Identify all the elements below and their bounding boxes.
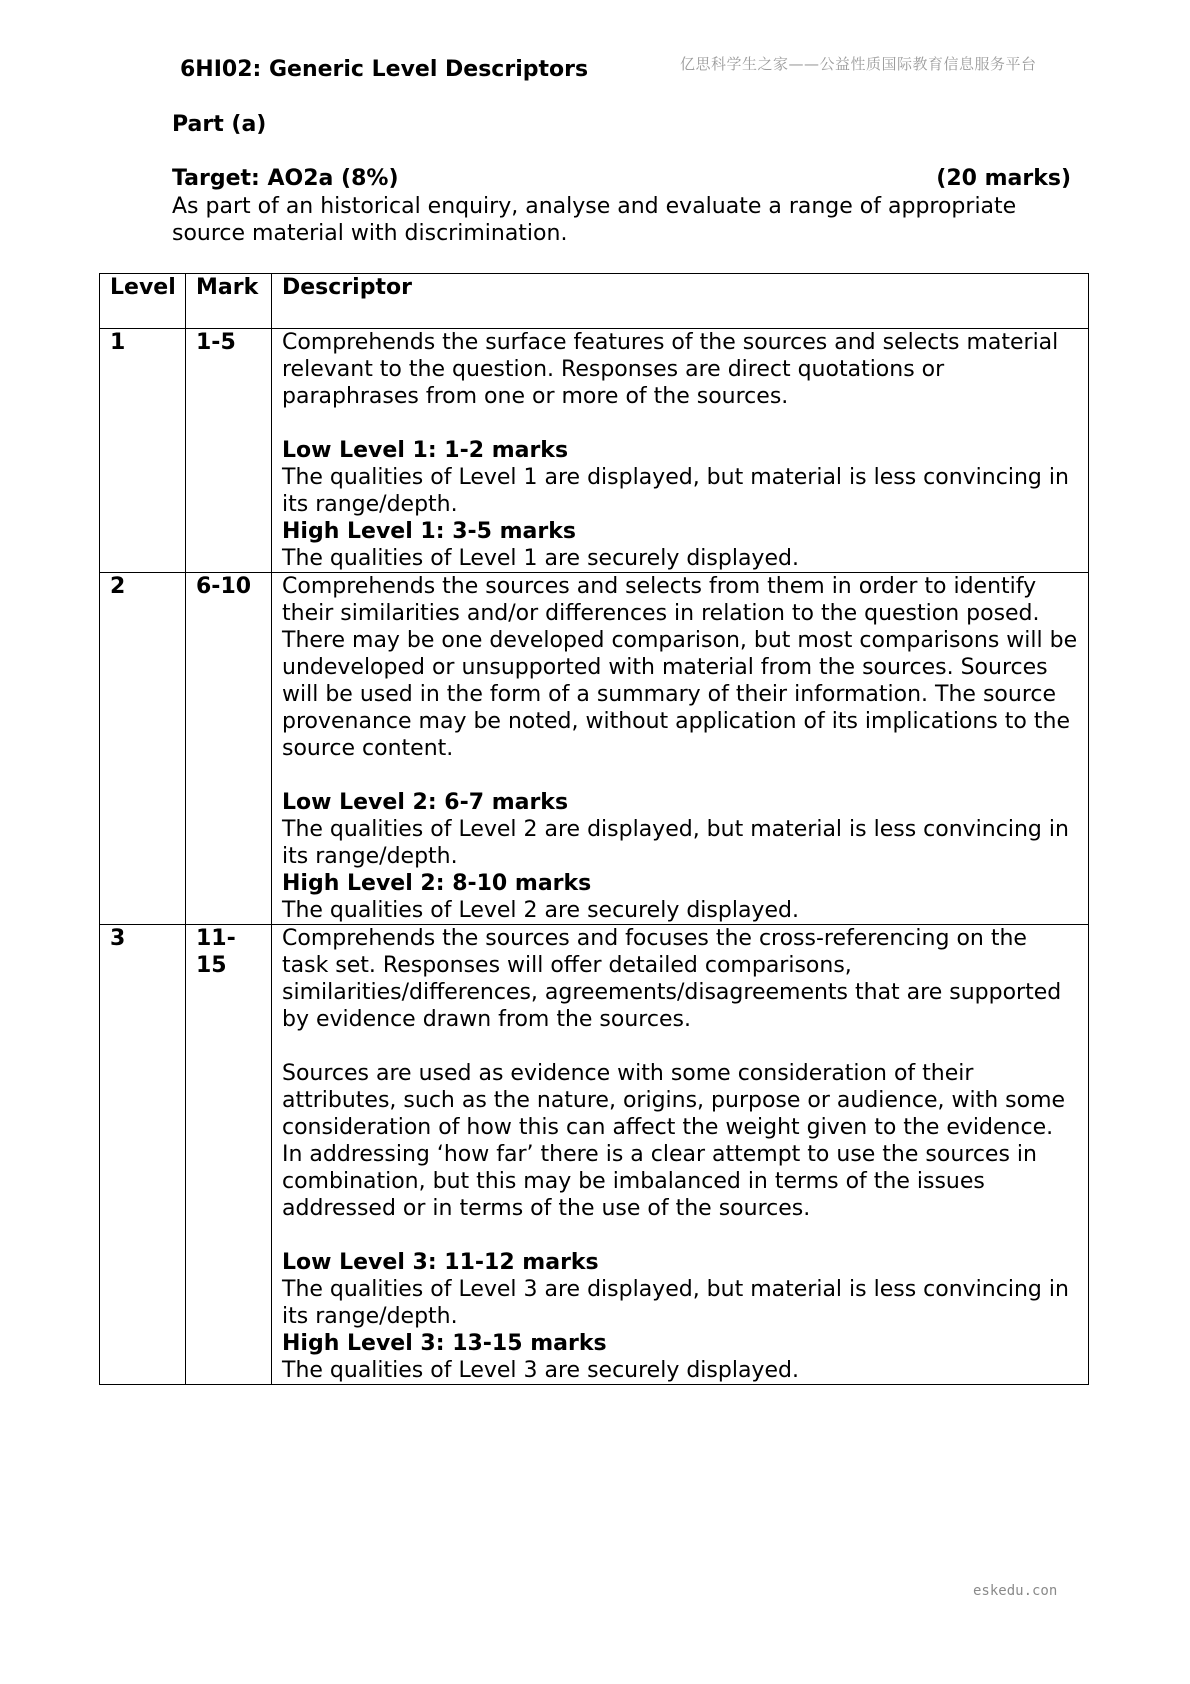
low-band-heading: Low Level 1: 1-2 marks <box>282 438 569 463</box>
level-cell: 2 <box>100 573 186 925</box>
high-band-heading: High Level 2: 8-10 marks <box>282 871 592 896</box>
descriptor-paragraph: Comprehends the sources and focuses the cross-referencing on the task set. Responses will offer detailed comparisons, similarities/differences, agreements/disagreements that are supported by evidence drawn from the sources. <box>282 926 1062 1032</box>
level-cell: 1 <box>100 329 186 573</box>
mark-cell: 1-5 <box>186 329 272 573</box>
high-band-text: The qualities of Level 3 are securely displayed. <box>282 1358 799 1383</box>
target-label: Target: AO2a (8%) <box>172 166 399 191</box>
header-mark: Mark <box>186 274 272 329</box>
header-descriptor: Descriptor <box>272 274 1089 329</box>
table-header-row <box>100 274 1089 329</box>
watermark-bottom: eskedu.con <box>973 1583 1058 1599</box>
high-band-text: The qualities of Level 2 are securely displayed. <box>282 898 799 923</box>
part-heading: Part (a) <box>172 112 267 137</box>
mark-cell: 6-10 <box>186 573 272 925</box>
low-band-heading: Low Level 3: 11-12 marks <box>282 1250 599 1275</box>
table-row <box>100 925 1089 1385</box>
descriptor-cell <box>272 925 1089 1385</box>
low-band-text: The qualities of Level 1 are displayed, but material is less convincing in its range/depth. <box>282 465 1069 517</box>
level-descriptor-table <box>99 273 1089 1385</box>
high-band-heading: High Level 1: 3-5 marks <box>282 519 576 544</box>
header-level: Level <box>100 274 186 329</box>
low-band-text: The qualities of Level 2 are displayed, but material is less convincing in its range/depth. <box>282 817 1069 869</box>
table-row <box>100 573 1089 925</box>
descriptor-paragraph: Sources are used as evidence with some consideration of their attributes, such as the nature, origins, purpose or audience, with some consideration of how this can affect the weight given to the evidence. In addressing ‘how far’ there is a clear attempt to use the sources in combination, but this may be imbalanced in terms of the issues addressed or in terms of the use of the sources. <box>282 1061 1066 1221</box>
high-band-text: The qualities of Level 1 are securely displayed. <box>282 546 799 571</box>
descriptor-cell <box>272 573 1089 925</box>
descriptor-paragraph: Comprehends the sources and selects from them in order to identify their similarities and/or differences in relation to the question posed. There may be one developed comparison, but most comparisons will be undeveloped or unsupported with material from the sources. Sources will be used in the form of a summary of their information. The source provenance may be noted, without application of its implications to the source content. <box>282 574 1078 761</box>
target-row <box>172 166 1071 191</box>
intro-text: As part of an historical enquiry, analyse and evaluate a range of appropriate source material with discrimination. <box>172 194 1017 246</box>
mark-cell: 11-15 <box>186 925 272 1385</box>
level-cell: 3 <box>100 925 186 1385</box>
descriptor-paragraph: Comprehends the surface features of the sources and selects material relevant to the question. Responses are direct quotations or paraphrases from one or more of the sources. <box>282 330 1059 409</box>
descriptor-cell <box>272 329 1089 573</box>
watermark-top: 亿思科学生之家——公益性质国际教育信息服务平台 <box>680 55 1037 73</box>
marks-label: (20 marks) <box>936 166 1071 191</box>
low-band-text: The qualities of Level 3 are displayed, but material is less convincing in its range/depth. <box>282 1277 1069 1329</box>
high-band-heading: High Level 3: 13-15 marks <box>282 1331 607 1356</box>
low-band-heading: Low Level 2: 6-7 marks <box>282 790 569 815</box>
page-title: 6HI02: Generic Level Descriptors <box>180 57 589 82</box>
table-row <box>100 329 1089 573</box>
